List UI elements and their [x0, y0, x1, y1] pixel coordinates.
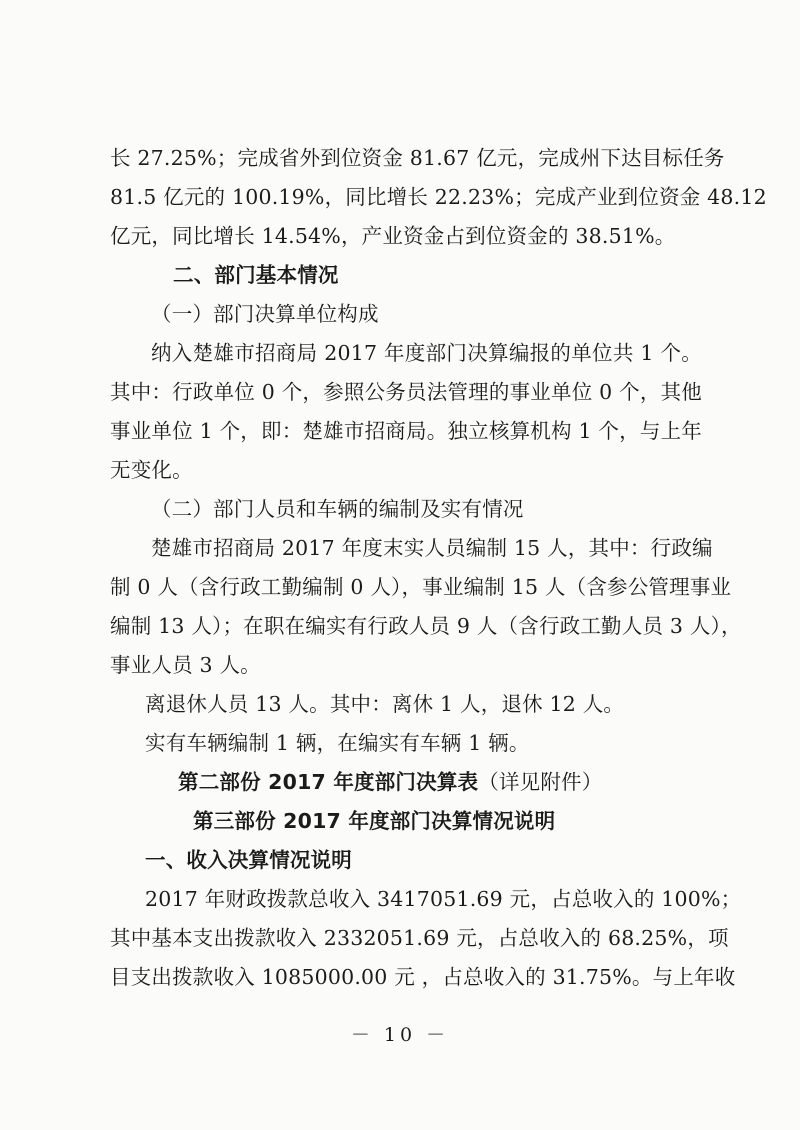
paragraph-line: 编制 13 人）；在职在编实有行政人员 9 人（含行政工勤人员 3 人），	[110, 614, 742, 638]
section-heading: 一、收入决算情况说明	[145, 848, 352, 872]
paragraph-line: 离退休人员 13 人。其中：离休 1 人，退休 12 人。	[145, 692, 625, 716]
part-note: （详见附件）	[478, 770, 603, 794]
paragraph-line: 事业单位 1 个，即：楚雄市招商局。独立核算机构 1 个，与上年	[110, 419, 702, 443]
paragraph-line: 目支出拨款收入 1085000.00 元 ，占总收入的 31.75%。与上年收	[110, 965, 736, 989]
part-heading: 第三部份 2017 年度部门决算情况说明	[193, 809, 556, 833]
subsection-heading: （一）部门决算单位构成	[151, 302, 379, 326]
paragraph-line: 81.5 亿元的 100.19%，同比增长 22.23%；完成产业到位资金 48.12	[110, 185, 767, 209]
paragraph-line: 事业人员 3 人。	[110, 653, 261, 677]
paragraph-line: 无变化。	[110, 458, 193, 482]
part-title: 第二部份 2017 年度部门决算表	[178, 770, 479, 794]
paragraph-line: 亿元，同比增长 14.54%，产业资金占到位资金的 38.51%。	[110, 224, 676, 248]
paragraph-line: 其中：行政单位 0 个，参照公务员法管理的事业单位 0 个，其他	[110, 380, 702, 404]
paragraph-line: 制 0 人（含行政工勤编制 0 人），事业编制 15 人（含参公管理事业	[110, 575, 732, 599]
paragraph-line: 楚雄市招商局 2017 年度末实人员编制 15 人，其中：行政编	[151, 536, 713, 560]
subsection-heading: （二）部门人员和车辆的编制及实有情况	[151, 497, 524, 521]
paragraph-line: 纳入楚雄市招商局 2017 年度部门决算编报的单位共 1 个。	[151, 341, 702, 365]
section-heading: 二、部门基本情况	[173, 263, 339, 287]
page-number: － 10 －	[350, 1024, 450, 1046]
paragraph-line: 2017 年财政拨款总收入 3417051.69 元，占总收入的 100%；	[145, 887, 742, 911]
paragraph-line: 长 27.25%；完成省外到位资金 81.67 亿元，完成州下达目标任务	[110, 146, 725, 170]
paragraph-line: 其中基本支出拨款收入 2332051.69 元，占总收入的 68.25%，项	[110, 926, 729, 950]
paragraph-line: 实有车辆编制 1 辆，在编实有车辆 1 辆。	[145, 731, 530, 755]
part-heading	[178, 767, 770, 797]
